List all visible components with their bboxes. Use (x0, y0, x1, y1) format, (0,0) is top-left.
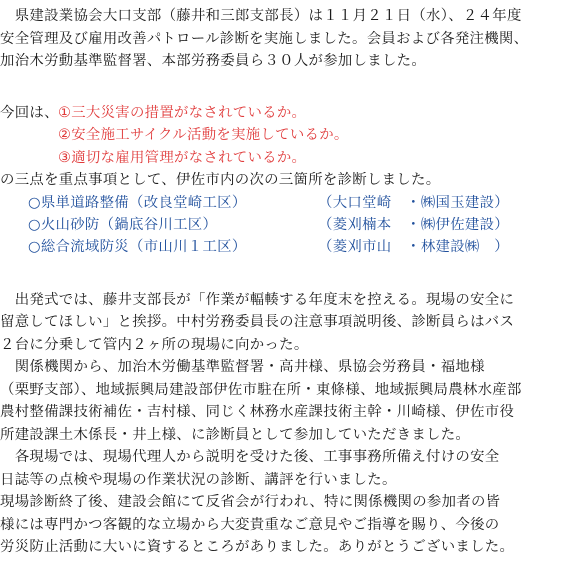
body-line-8: 各現場では、現場代理人から説明を受けた後、工事事務所備え付けの安全 (0, 449, 500, 465)
site-3-detail: （菱刈市山 ・林建設㈱ ） (318, 239, 509, 255)
focus-item-1: ①三大災害の措置がなされているか。 (58, 105, 307, 121)
site-2-name: ○火山砂防（鍋底谷川工区） (28, 217, 218, 233)
body-line-1: 出発式では、藤井支部長が「作業が輻輳する年度末を控える。現場の安全に (0, 292, 515, 308)
focus-item-2: ②安全施工サイクル活動を実施しているか。 (58, 127, 349, 143)
intro-line-3: 加治木労動基準監督署、本部労務委員ら３０人が参加しました。 (0, 53, 427, 69)
body-line-10: 現場診断終了後、建設会館にて反省会が行われ、特に関係機関の参加者の皆 (0, 494, 501, 510)
body-line-9: 日誌等の点検や現場の作業状況の診断、講評を行いました。 (0, 472, 397, 488)
focus-lead: 今回は、 (0, 105, 59, 121)
body-line-12: 労災防止活動に大いに資するところがありました。ありがとうございました。 (0, 539, 515, 555)
focus-tail: の三点を重点事項として、伊佐市内の次の三箇所を診断しました。 (0, 172, 441, 188)
body-line-11: 様には専門かつ客観的な立場から大変貴重なご意見やご指導を賜り、今後の (0, 517, 500, 533)
site-1-name: ○県単道路整備（改良堂崎工区） (28, 195, 247, 211)
body-line-4: 関係機関から、加治木労働基準監督署・高井様、県協会労務員・福地様 (0, 359, 485, 375)
intro-line-2: 安全管理及び雇用改善パトロール診断を実施しました。会員および各発注機関、 (0, 31, 529, 47)
body-line-3: ２台に分乗して管内２ヶ所の現場に向かった。 (0, 337, 309, 353)
intro-line-1: 県建設業協会大口支部（藤井和三郎支部長）は１１月２１日（水）、２４年度 (0, 8, 522, 24)
body-line-6: 農村整備課技術補佐・吉村様、同じく林務水産課技術主幹・川崎様、伊佐市役 (0, 404, 515, 420)
body-line-7: 所建設課土木係長・井上様、に診断員として参加していただきました。 (0, 427, 471, 443)
focus-item-3: ③適切な雇用管理がなされているか。 (58, 150, 307, 166)
body-line-5: （栗野支部）、地域振興局建設部伊佐市駐在所・東條様、地域振興局農林水産部 (0, 382, 522, 398)
site-2-detail: （菱刈楠本 ・㈱伊佐建設） (318, 217, 509, 233)
site-3-name: ○総合流域防災（市山川１工区） (28, 239, 247, 255)
site-1-detail: （大口堂崎 ・㈱国玉建設） (318, 195, 509, 211)
body-line-2: 留意してほしい」と挨拶。中村労務委員長の注意事項説明後、診断員らはバス (0, 314, 515, 330)
